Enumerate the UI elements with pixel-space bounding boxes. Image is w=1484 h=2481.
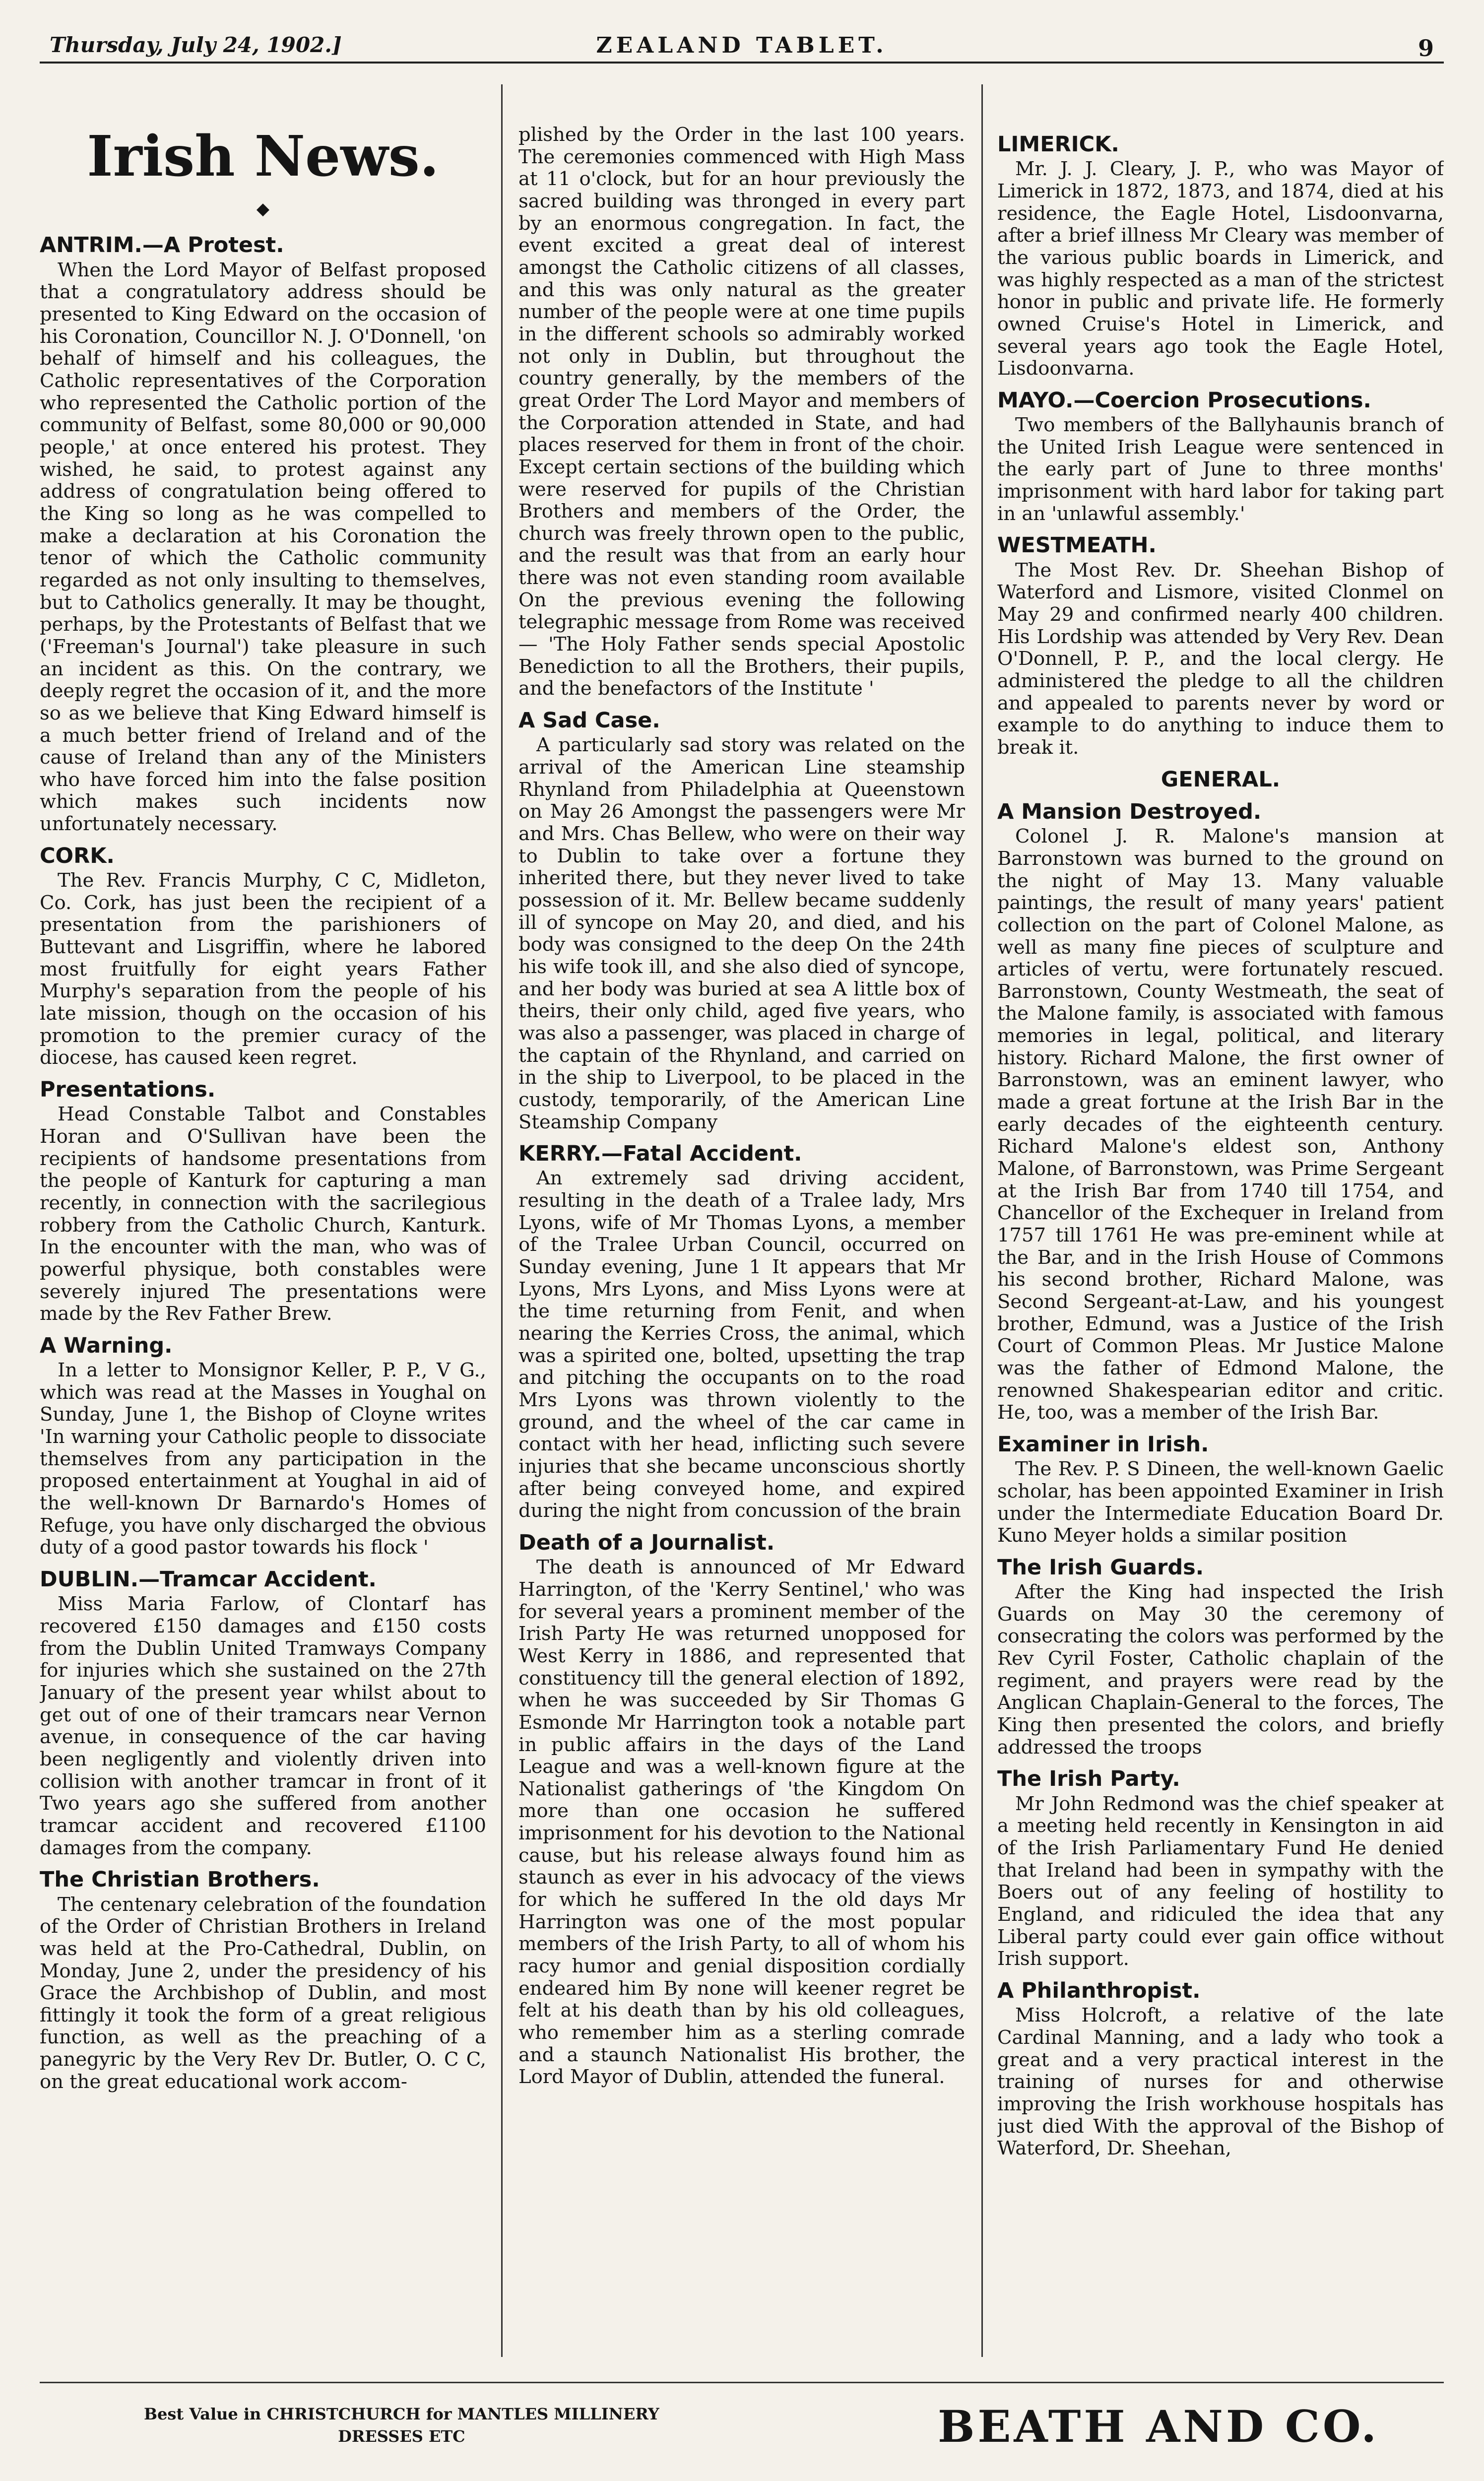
ad-line: DRESSES ETC: [338, 2426, 465, 2446]
article-body: The centenary celebration of the foundation of the Order of Christian Brothers in Ireland was held at the Pro-Cathedral, Dublin, on Monday, June 2, under the presidency of his Grace the Archbishop of Dublin, and most fittingly it took the form of a great religious function, as well as the preaching of a panegyric by the Very Rev Dr. Butler, O. C C, on the great educational work accom-: [40, 1893, 486, 2093]
article-body: The Most Rev. Dr. Sheehan Bishop of Waterford and Lismore, visited Clonmel on May 29 and confirmed nearly 400 children. His Lordship was attended by Very Rev. Dean O'Donnell, P. P., and the local clergy. He administered the pledge to all the children and appealed to parents never by word or example to do anything to induce them to break it.: [997, 559, 1444, 759]
article-body: Miss Maria Farlow, of Clontarf has recovered £150 damages and £150 costs from the Dublin United Tramways Company for injuries which she sustained on the 27th January of the present year whilst about to get out of one of their tramcars near Vernon avenue, in consequence of the car having been negligently and violently driven into collision with another tramcar in front of it Two years ago she suffered from another tramcar accident and recovered £1100 damages from the company.: [40, 1593, 486, 1859]
article-body: Two members of the Ballyhaunis branch of the United Irish League were sentenced in the early part of June to three months' imprisonment with hard labor for taking part in an 'unlawful assembly.': [997, 414, 1444, 525]
ad-brand: BEATH AND CO.: [937, 2401, 1379, 2452]
article-heading: Death of a Journalist.: [518, 1530, 775, 1555]
article-body: Miss Holcroft, a relative of the late Cardinal Manning, and a lady who took a great and a very practical interest in the training of nurses for and otherwise improving the Irish workhouse hospitals has just died With the approval of the Bishop of Waterford, Dr. Sheehan,: [997, 2004, 1444, 2160]
article-body: A particularly sad story was related on the arrival of the American Line steamship Rhynland from Philadelphia at Queenstown on May 26 Amongst the passengers were Mr and Mrs. Chas Bellew, who were on their way to Dublin to take over a fortune they inherited there, but they never lived to take possession of it. Mr. Bellew became suddenly ill of syncope on May 20, and died, and his body was consigned to the deep On the 24th his wife took ill, and she also died of syncope, and her body was buried at sea A little box of theirs, their only child, aged five years, who was also a passenger, was placed in charge of the captain of the Rhynland, and carried on in the ship to Liverpool, to be placed in the custody, temporarily, of the American Line Steamship Company: [518, 734, 965, 1133]
article-heading: CORK.: [40, 843, 115, 868]
article-heading: DUBLIN.—Tramcar Accident.: [40, 1567, 377, 1592]
article-heading: A Philanthropist.: [997, 1978, 1201, 2003]
article-heading: The Christian Brothers.: [40, 1867, 320, 1893]
column-2: [518, 124, 965, 2327]
article-heading: A Warning.: [40, 1333, 173, 1358]
article-heading: WESTMEATH.: [997, 533, 1157, 558]
article-heading: Presentations.: [40, 1077, 216, 1102]
article-heading: The Irish Party.: [997, 1766, 1180, 1792]
article-heading: MAYO.—Coercion Prosecutions.: [997, 388, 1371, 413]
article-body: In a letter to Monsignor Keller, P. P., V G., which was read at the Masses in Youghal on Sunday, June 1, the Bishop of Cloyne writes 'In warning your Catholic people to dissociate themselves from any participation in the proposed entertainment at Youghal in aid of the well-known Dr Barnardo's Homes of Refuge, you have only discharged the obvious duty of a good pastor towards his flock ': [40, 1359, 486, 1559]
article-heading: LIMERICK.: [997, 132, 1119, 157]
article-body: Mr. J. J. Cleary, J. P., who was Mayor of Limerick in 1872, 1873, and 1874, died at his residence, the Eagle Hotel, Lisdoonvarna, after a brief illness Mr Cleary was member of the various public boards in Limerick, and was highly respected as a man of the strictest honor in public and private life. He formerly owned Cruise's Hotel in Limerick, and several years ago took the Eagle Hotel, Lisdoonvarna.: [997, 158, 1444, 380]
ornament-icon: ◆: [256, 199, 270, 219]
article-heading: Examiner in Irish.: [997, 1432, 1209, 1457]
column-3: [997, 124, 1444, 2327]
section-masthead: Irish News.: [87, 124, 439, 189]
article-body: The Rev. Francis Murphy, C C, Midleton, Co. Cork, has just been the recipient of a presentation from the parishioners of Buttevant and Lisgriffin, where he labored most fruitfully for eight years Father Murphy's separation from the people of his late mission, though on the occasion of his promotion to the premier curacy of the diocese, has caused keen regret.: [40, 869, 486, 1069]
article-body: Colonel J. R. Malone's mansion at Barronstown was burned to the ground on the night of May 13. Many valuable paintings, the result of many years' patient collection on the part of Colonel Malone, as well as many fine pieces of sculpture and articles of vertu, were fortunately rescued. Barronstown, County Westmeath, the seat of the Malone family, is associated with famous memories in legal, political, and literary history. Richard Malone, the first owner of Barronstown, was an eminent lawyer, who made a great fortune at the Irish Bar in the early decades of the eighteenth century. Richard Malone's eldest son, Anthony Malone, of Barronstown, was Prime Sergeant at the Irish Bar from 1740 till 1754, and Chancellor of the Exchequer in Ireland from 1757 till 1761 He was pre-eminent while at the Bar, and in the Irish House of Commons his second brother, Richard Malone, was Second Sergeant-at-Law, and his youngest brother, Edmund, was a Justice of the Irish Court of Common Pleas. Mr Justice Malone was the father of Edmond Malone, the renowned Shakespearian editor and critic. He, too, was a member of the Irish Bar.: [997, 825, 1444, 1424]
issue-date: Thursday, July 24, 1902.]: [50, 33, 342, 57]
ad-tagline: [144, 2403, 659, 2448]
publication-title: ZEALAND TABLET.: [596, 33, 888, 58]
article-heading: The Irish Guards.: [997, 1555, 1204, 1580]
article-body-continued: plished by the Order in the last 100 years. The ceremonies commenced with High Mass at 11 o'clock, but for an hour previously the sacred building was thronged in every part by an enormous congregation. In fact, the event excited a great deal of interest amongst the Catholic citizens of all classes, and this was only natural as the greater number of the people were at one time pupils in the different schools so admirably worked not only in Dublin, but throughout the country generally, by the members of the great Order The Lord Mayor and members of the Corporation attended in State, and had places reserved for them in front of the choir. Except certain sections of the building which were reserved for pupils of the Christian Brothers and members of the Order, the church was freely thrown open to the public, and the result was that from an early hour there was not even standing room available On the previous evening the following telegraphic message from Rome was received — 'The Holy Father sends special Apostolic Benediction to all the Brothers, their pupils, and the benefactors of the Institute ': [518, 124, 965, 700]
column-divider: [501, 84, 503, 2357]
ad-line: Best Value in CHRISTCHURCH for MANTLES MILLINERY: [144, 2405, 659, 2423]
article-body: When the Lord Mayor of Belfast proposed that a congratulatory address should be presented to King Edward on the occasion of his Coronation, Councillor N. J. O'Donnell, 'on behalf of himself and his colleagues, the Catholic representatives of the Corporation who represented the Catholic portion of the community of Belfast, some 80,000 or 90,000 people,' at once entered his protest. They wished, he said, to protest against any address of congratulation being offered to the King so long as he was compelled to make a declaration at his Coronation the tenor of which the Catholic community regarded as not only insulting to themselves, but to Catholics generally. It may be thought, perhaps, by the Protestants of Belfast that we ('Freeman's Journal') take pleasure in such an incident as this. On the contrary, we deeply regret the occasion of it, and the more so as we believe that King Edward himself is a much better friend of Ireland and of the cause of Ireland than any of the Ministers who have forced him into the false position which makes such incidents now unfortunately necessary.: [40, 259, 486, 836]
article-body: Mr John Redmond was the chief speaker at a meeting held recently in Kensington in aid of the Irish Parliamentary Fund He denied that Ireland had been in sympathy with the Boers out of any feeling of hostility to England, and ridiculed the idea that any Liberal party could ever gain office without Irish support.: [997, 1792, 1444, 1970]
article-body: The death is announced of Mr Edward Harrington, of the 'Kerry Sentinel,' who was for several years a prominent member of the Irish Party He was returned unopposed for West Kerry in 1886, and represented that constituency till the general election of 1892, when he was succeeded by Sir Thomas G Esmonde Mr Harrington took a notable part in public affairs in the days of the Land League and was a well-known figure at the Nationalist gatherings of 'the Kingdom On more than one occasion he suffered imprisonment for his devotion to the National cause, but his release always found him as staunch as ever in his advocacy of the views for which he suffered In the old days Mr Harrington was one of the most popular members of the Irish Party, to all of whom his racy humor and genial disposition cordially endeared him By none will keener regret be felt at his death than by his old colleagues, who remember him as a sterling comrade and a staunch Nationalist His brother, the Lord Mayor of Dublin, attended the funeral.: [518, 1556, 965, 2089]
article-body: After the King had inspected the Irish Guards on May 30 the ceremony of consecrating the colors was performed by the Rev Cyril Foster, Catholic chaplain of the regiment, and prayers were read by the Anglican Chaplain-General to the forces, The King then presented the colors, and briefly addressed the troops: [997, 1581, 1444, 1759]
article-body: The Rev. P. S Dineen, the well-known Gaelic scholar, has been appointed Examiner in Irish under the Intermediate Education Board Dr. Kuno Meyer holds a similar position: [997, 1458, 1444, 1547]
column-1: [40, 124, 486, 2327]
article-body: An extremely sad driving accident, resulting in the death of a Tralee lady, Mrs Lyons, wife of Mr Thomas Lyons, a member of the Tralee Urban Council, occurred on Sunday evening, June 1 It appears that Mr Lyons, Mrs Lyons, and Miss Lyons were at the time returning from Fenit, and when nearing the Kerries Cross, the animal, which was a spirited one, bolted, upsetting the trap and pitching the occupants on to the road Mrs Lyons was thrown violently to the ground, and the wheel of the car came in contact with her head, inflicting such severe injuries that she became unconscious shortly after being conveyed home, and expired during the night from concussion of the brain: [518, 1167, 965, 1522]
article-heading: A Mansion Destroyed.: [997, 799, 1262, 824]
article-heading: ANTRIM.—A Protest.: [40, 233, 284, 258]
section-heading: GENERAL.: [1161, 767, 1281, 792]
advertisement-footer: [40, 2382, 1444, 2473]
column-divider: [981, 84, 983, 2357]
article-heading: A Sad Case.: [518, 708, 660, 733]
page-header: [40, 30, 1444, 64]
article-body: Head Constable Talbot and Constables Horan and O'Sullivan have been the recipients of handsome presentations from the people of Kanturk for capturing a man recently, in connection with the sacrilegious robbery from the Catholic Church, Kanturk. In the encounter with the man, who was of powerful physique, both constables were severely injured The presentations were made by the Rev Father Brew.: [40, 1103, 486, 1325]
page-number: 9: [1418, 35, 1434, 62]
article-heading: KERRY.—Fatal Accident.: [518, 1141, 802, 1167]
